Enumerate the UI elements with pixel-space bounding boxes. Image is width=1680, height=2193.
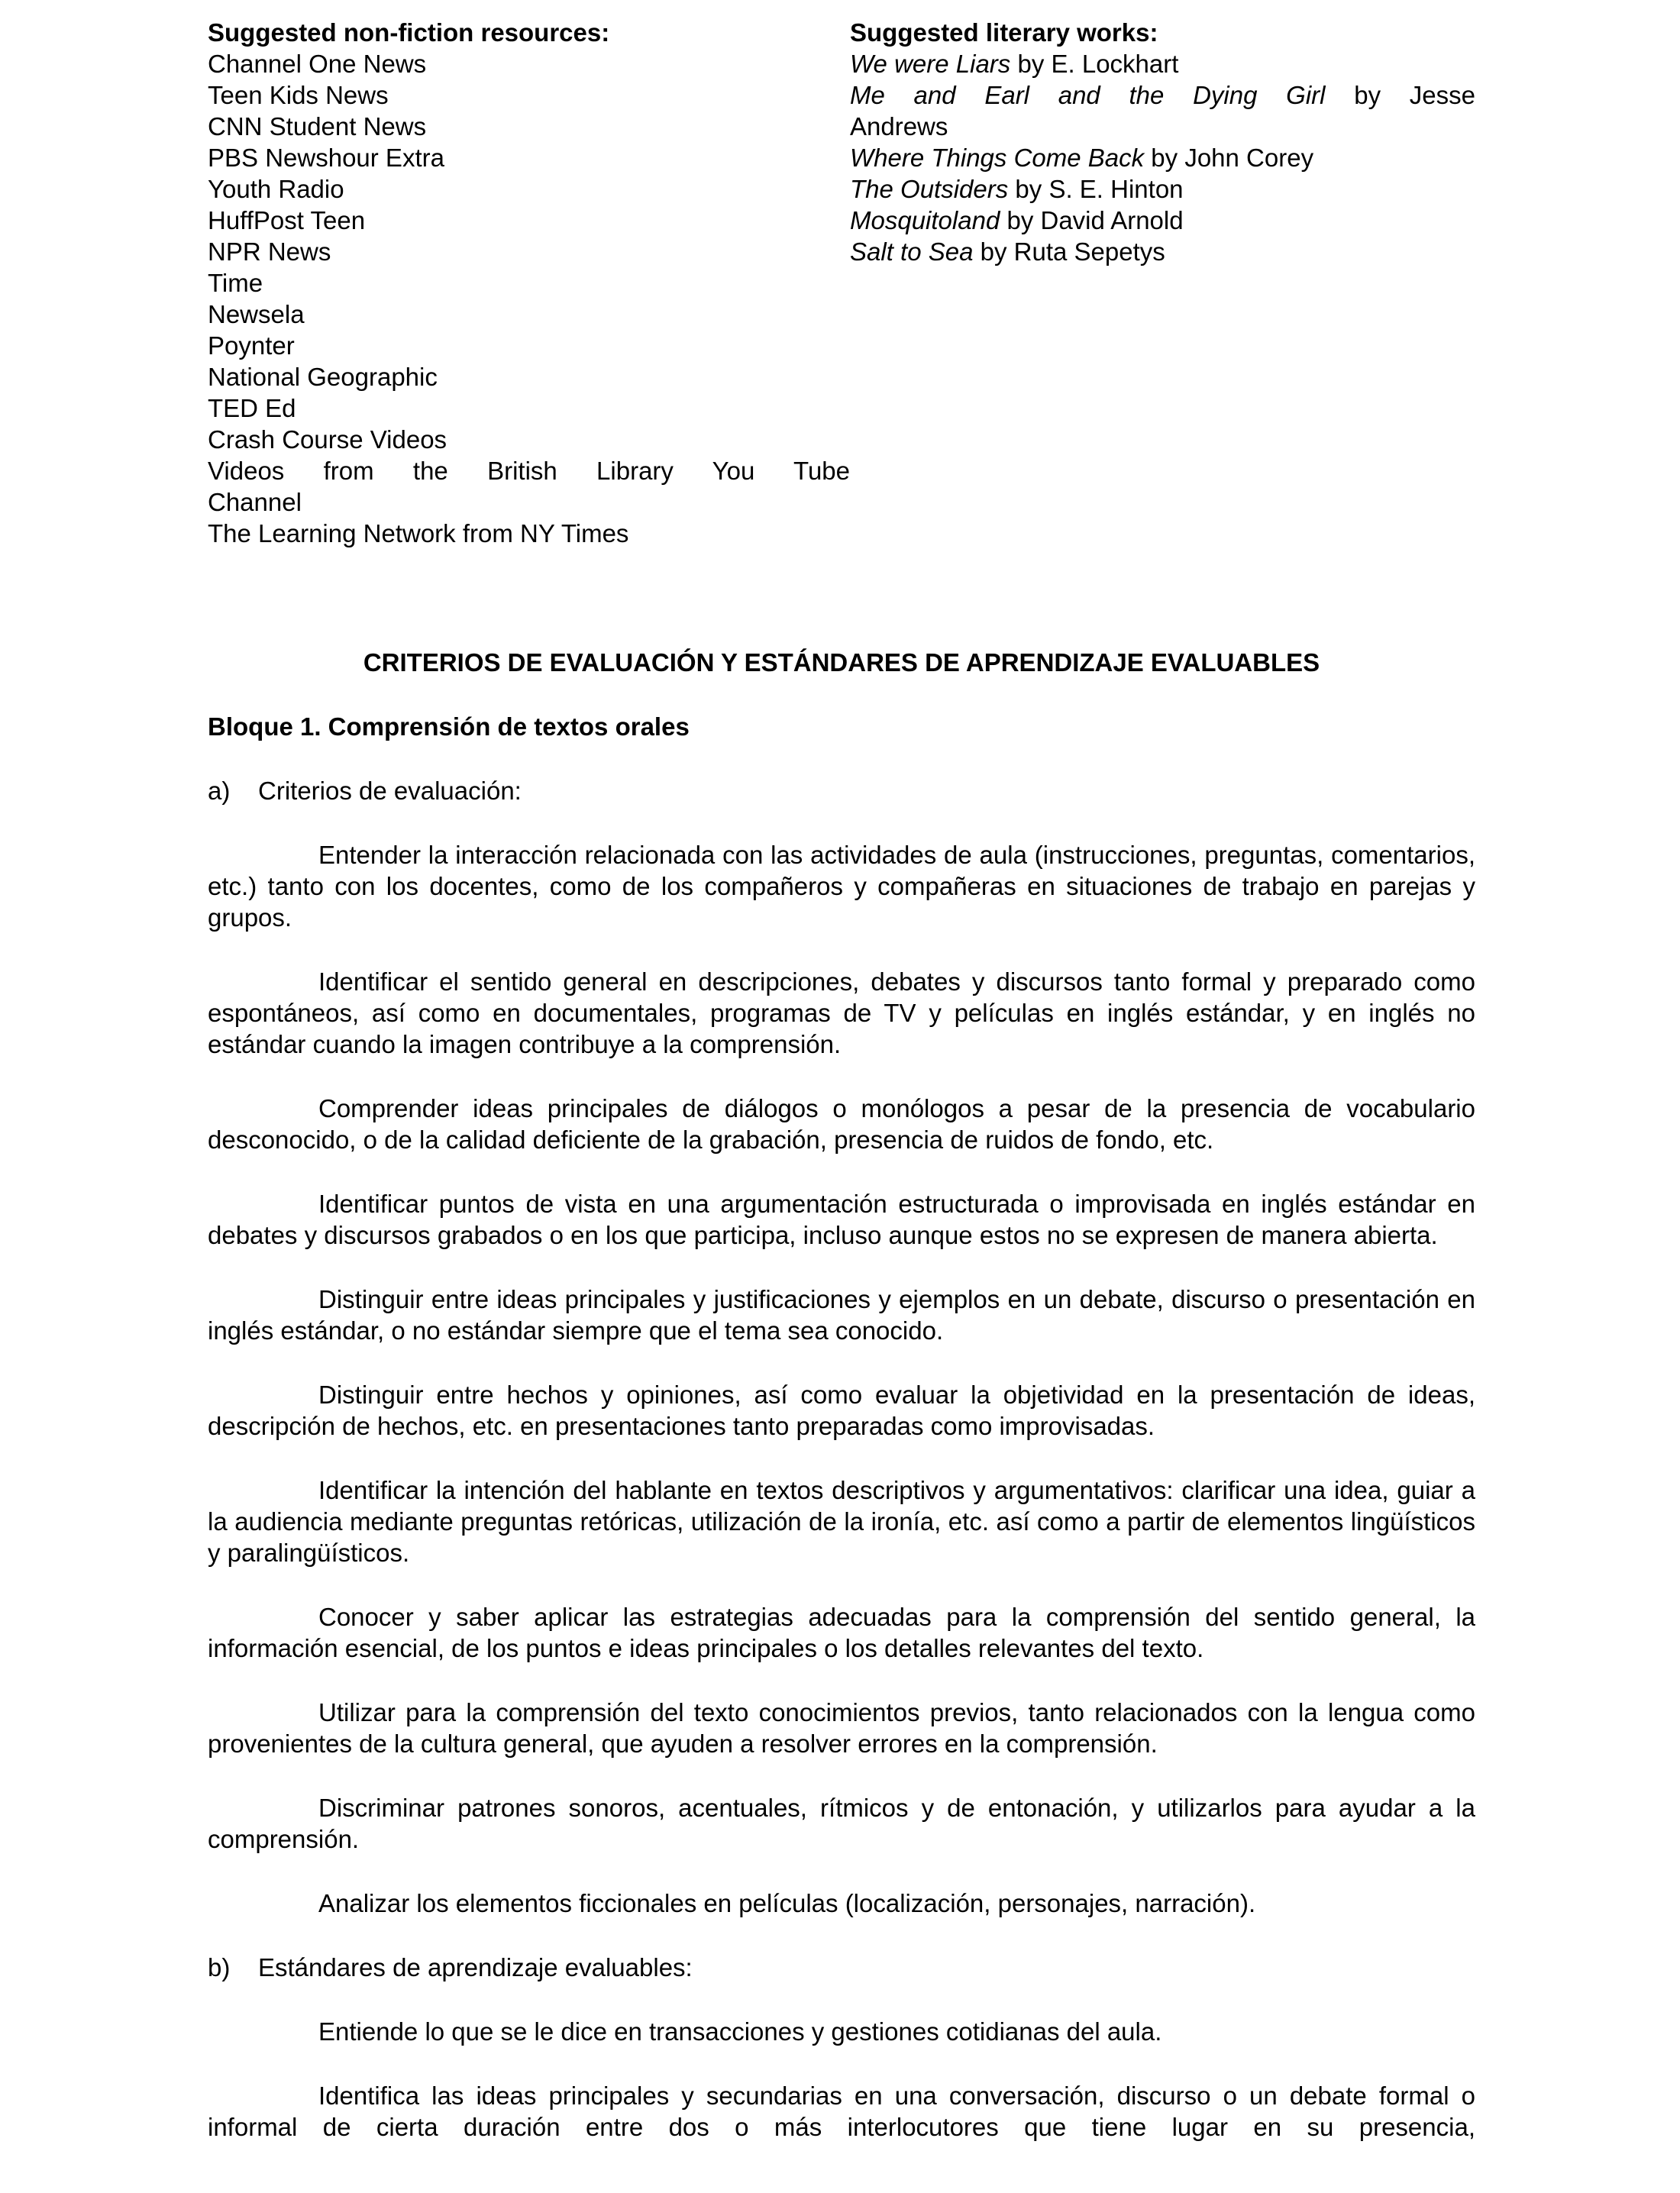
criteria-paragraph: Distinguir entre hechos y opiniones, así como evaluar la objetividad en la presentación de ideas, descripción de hechos, etc. en presentaciones tanto preparadas como improvisadas. xyxy=(208,1381,1475,1440)
resource-list-item: Crash Course Videos xyxy=(208,425,447,454)
literary-works-list xyxy=(850,48,1475,267)
standards-paragraph: Identifica las ideas principales y secundarias en una conversación, discurso o un debate formal o informal de cierta duración entre dos o más interlocutores que tiene lugar en su presencia, xyxy=(208,2082,1475,2141)
criteria-paragraph: Distinguir entre ideas principales y justificaciones y ejemplos en un debate, discurso o presentación en inglés estándar, o no estándar siempre que el tema sea conocido. xyxy=(208,1285,1475,1345)
section-b-marker: b) xyxy=(208,1953,231,1981)
book-title: Mosquitoland xyxy=(850,206,1000,234)
top-columns xyxy=(208,17,1475,549)
book-title: Where Things Come Back xyxy=(850,144,1145,172)
book-author: by John Corey xyxy=(1144,144,1314,172)
resource-list-item: Teen Kids News xyxy=(208,81,389,109)
resource-list-item: NPR News xyxy=(208,237,331,266)
literary-list-item xyxy=(850,48,1475,79)
book-title: We were Liars xyxy=(850,50,1011,78)
book-author: by David Arnold xyxy=(1000,206,1184,234)
main-heading: CRITERIOS DE EVALUACIÓN Y ESTÁNDARES DE APRENDIZAJE EVALUABLES xyxy=(363,648,1320,677)
literary-list-item xyxy=(850,142,1475,173)
standards-paragraphs xyxy=(208,2016,1475,2143)
resource-list-item: Poynter xyxy=(208,331,295,360)
standards-paragraph: Entiende lo que se le dice en transacciones y gestiones cotidianas del aula. xyxy=(318,2017,1162,2046)
criteria-paragraph: Conocer y saber aplicar las estrategias adecuadas para la comprensión del sentido general, la información esencial, de los puntos e ideas principales o los detalles relevantes del texto. xyxy=(208,1603,1475,1662)
resource-list-item: CNN Student News xyxy=(208,112,427,140)
section-b-line xyxy=(208,1952,1475,1983)
book-author: by S. E. Hinton xyxy=(1008,175,1184,203)
resource-list-item: Youth Radio xyxy=(208,175,344,203)
resource-list-item: The Learning Network from NY Times xyxy=(208,519,629,547)
section-b-label: Estándares de aprendizaje evaluables: xyxy=(258,1953,693,1981)
criteria-paragraph: Analizar los elementos ficcionales en películas (localización, personajes, narración). xyxy=(318,1889,1256,1917)
resource-list-item: National Geographic xyxy=(208,363,438,391)
book-author: Andrews xyxy=(850,112,948,140)
literary-works-heading: Suggested literary works: xyxy=(850,18,1158,47)
non-fiction-resources-heading: Suggested non-fiction resources: xyxy=(208,18,610,47)
criteria-paragraph: Identificar puntos de vista en una argumentación estructurada o improvisada en inglés estándar en debates y discursos grabados o en los que participa, incluso aunque estos no se expresen de manera abierta. xyxy=(208,1190,1475,1249)
literary-list-item xyxy=(850,111,1475,142)
criteria-paragraphs xyxy=(208,839,1475,1919)
book-title: Salt to Sea xyxy=(850,237,974,266)
non-fiction-resources-column xyxy=(208,17,850,549)
resource-list-item: Newsela xyxy=(208,300,305,328)
literary-list-item xyxy=(850,236,1475,267)
non-fiction-resources-list xyxy=(208,48,850,549)
resource-list-item: HuffPost Teen xyxy=(208,206,366,234)
criteria-paragraph: Identificar la intención del hablante en textos descriptivos y argumentativos: clarificar una idea, guiar a la audiencia mediante preguntas retóricas, utilización de la ironía, etc. así como a partir de elementos lingüísticos y paralingüísticos. xyxy=(208,1476,1475,1567)
literary-list-item xyxy=(850,205,1475,236)
resource-list-item: PBS Newshour Extra xyxy=(208,144,444,172)
criteria-paragraph: Utilizar para la comprensión del texto conocimientos previos, tanto relacionados con la lengua como provenientes de la cultura general, que ayuden a resolver errores en la comprensión. xyxy=(208,1698,1475,1758)
section-a-label: Criterios de evaluación: xyxy=(258,777,522,805)
book-author: by E. Lockhart xyxy=(1010,50,1179,78)
criteria-paragraph: Identificar el sentido general en descripciones, debates y discursos tanto formal y preparado como espontáneos, así como en documentales, programas de TV y películas en inglés estándar, y en inglés no estándar cuando la imagen contribuye a la comprensión. xyxy=(208,967,1475,1058)
literary-list-item xyxy=(850,79,1475,111)
resource-list-item: Videos from the British Library You Tube xyxy=(208,457,850,485)
book-author: by Jesse xyxy=(1325,81,1475,109)
section-a-marker: a) xyxy=(208,777,231,805)
criteria-paragraph: Entender la interacción relacionada con las actividades de aula (instrucciones, preguntas, comentarios, etc.) tanto con los docentes, como de los compañeros y compañeras en situaciones de trabajo en parejas y grupos. xyxy=(208,841,1475,932)
book-title: The Outsiders xyxy=(850,175,1009,203)
book-author: by Ruta Sepetys xyxy=(973,237,1165,266)
resource-list-item: Channel xyxy=(208,488,302,516)
criteria-paragraph: Comprender ideas principales de diálogos o monólogos a pesar de la presencia de vocabulario desconocido, o de la calidad deficiente de la grabación, presencia de ruidos de fondo, etc. xyxy=(208,1094,1475,1154)
criteria-paragraph: Discriminar patrones sonoros, acentuales, rítmicos y de entonación, y utilizarlos para ayudar a la comprensión. xyxy=(208,1794,1475,1853)
resource-list-item: Time xyxy=(208,269,263,297)
resource-list-item: Channel One News xyxy=(208,50,427,78)
literary-list-item xyxy=(850,173,1475,205)
block-1-heading: Bloque 1. Comprensión de textos orales xyxy=(208,712,690,741)
section-a-line xyxy=(208,775,1475,806)
resource-list-item: TED Ed xyxy=(208,394,296,422)
book-title: Me and Earl and the Dying Girl xyxy=(850,81,1326,109)
literary-works-column xyxy=(850,17,1475,267)
